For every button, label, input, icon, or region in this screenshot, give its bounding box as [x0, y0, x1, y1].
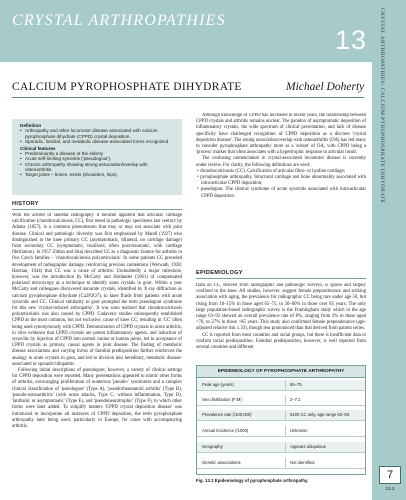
history-paragraph: With the advent of skeletal radiography it became apparent that articular cartilage calcification (chondrocalcinosis; CC), first noted in pathologic specimens last century by Adams (1857), is a common phenomenon that may or may not associate with joint disease. Clinical and pathologic diversity was first emphasized by Mandl (1927) who distinguished in the knee primary CC (asymptomatic, bilateral, no cartilage damage) from secondary CC (symptomatic, localized, often post-traumatic, with cartilage fibrillation). In 1957 Zitňan and Sitaj described CC as a diagnostic feature for arthritis in five Czech families – 'chondrocalcinosis polyarticularis'. In some patients CC preceded development of radiographic damage, reinforcing previous contentions (Werwath, 1928; Harman, 1944) that CC was a cause of arthritis. Undoubtedly a major milestone, however, was the introduction by McCarty and Hollander (1961) of compensated polarized microscopy as a technique to identify urate crystals in gout. Within a year McCarty and colleagues discovered nonurate crystals, identified by X-ray diffraction as calcium pyrophosphate dihydrate (Ca2P2O7), in knee fluids from patients with acute synovitis and CC. Clinical similarity to gout prompted the term pseudogout syndrome for this new 'crystal-induced arthropathy'. It was soon realized that chondrocalcinosis polyarticularis was also caused by CPPD. Cadaveric studies subsequently established CPPD as the most common, but not exclusive, cause of knee CC, resulting in 'CC' often being used synonymously with CPPD. Demonstration of CPPD crystals in acute arthritis, in vitro evidence that CPPD crystals are potent inflammatory agents, and induction of synovitis by injection of CPPD into normal canine or human joints, led to acceptance of CPPD crystals as primary, causal agents in joint disease. The finding of metabolic disease associations and varying forms of familial predisposition further reinforced the analogy to urate crystals in gout, and led to division into hereditary, metabolic disease-associated or sporadic/idiopathic.	[12, 213, 182, 367]
table-row	[197, 395, 365, 406]
definition-list-item: • chondrocalcinosis (CC). Calcification of articular fibro- or hyaline cartilage;	[196, 169, 366, 175]
definition-list	[196, 169, 366, 200]
epidemiology-heading: EPIDEMIOLOGY	[196, 270, 243, 276]
history-paragraph: Although knowledge of CPPD has increased in recent years, the relationship between CPPD crystals and arthritis remains unclear. The paradox of asymptomatic deposition of inflammatory crystals, the wide spectrum of clinical presentation, and lack of disease specificity have challenged recognition of CPPD deposition as a discrete 'crystal deposition disease'. The strong association/overlap with osteoarthritis (OA) has led many to consider pyrophosphate arthropathy more as a 'subset' of OA, with CPPD being a 'process' marker that often associates with a hypertrophic response to articular insult.	[196, 113, 366, 156]
clinical-item: • Target joints – knees, wrists (shoulders, hips).	[20, 172, 176, 177]
history-column-right	[196, 113, 366, 268]
table-divider	[285, 395, 286, 405]
section-tab-sub: 13.1	[385, 486, 395, 491]
table-row-value: 65–75	[290, 382, 302, 387]
definition-block	[20, 123, 176, 144]
table-row-value: Not identified	[290, 460, 315, 465]
definition-list-item: • pyrophosphate arthropathy. Structural cartilage and bone abnormality associated with intra-articular CPPD deposition;	[196, 175, 366, 187]
epidemiology-table	[196, 365, 366, 475]
table-row	[197, 458, 365, 469]
history-paragraph: The confusing nomenclature in crystal-associated locomotor disease is currently under review. For clarity, the following definitions are used:	[196, 156, 366, 168]
table-row-value: Appears ubiquitous	[290, 444, 326, 449]
history-paragraph: Following initial descriptions of pseudogout, however, a variety of clinical settings for CPPD deposition were reported. Many presentations appeared to mimic other forms of arthritis, encouraging proliferation of numerous 'pseudo-' syndromes and a complex clinical classification of 'pseudogout' (Type A), 'pseudorheumatoid arthritis' (Type B), 'pseudo-osteoarthritis' (with acute attacks, Type C; without inflammation, Type D), 'lanthanic or asymptomatic' (Type E), and 'pseudoneurotrophic' (Type F), to which other forms were later added. To simplify matters 'CPPD crystal deposition disease' was introduced to incorporate all instances of CPPD deposition, the term pyrophosphate arthropathy later being used, particularly in Europe, for cases with accompanying arthritis.	[12, 368, 182, 429]
table-row-label: Sex distribution (F:M)	[202, 397, 242, 402]
epidemiology-rule	[196, 278, 366, 279]
side-running-title: CRYSTAL ARTHROPATHIES: CALCIUM PYROPHOSPHATE DIHYDRATE	[379, 8, 385, 204]
table-title: EPIDEMIOLOGY OF PYROPHOSPHATE ARTHROPATHY	[197, 366, 365, 378]
table-row-label: Annual incidence (/1000)	[202, 428, 249, 433]
definition-heading: Definition	[20, 123, 42, 128]
definition-list-item: • pseudogout. The clinical syndrome of acute synovitis associated with intra-articular CPPD deposition.	[196, 187, 366, 199]
chapter-number: 13	[335, 25, 368, 55]
definition-item: • Sporadic, familial, and metabolic disease-associated forms recognized.	[20, 139, 176, 144]
table-divider	[285, 458, 286, 468]
table-row	[197, 426, 365, 437]
clinical-block	[20, 146, 176, 178]
table-row-label: Prevalence rate (/100,000)	[202, 412, 252, 417]
table-divider	[285, 380, 286, 390]
clinical-item: • Predominantly a disease of the elderly.	[20, 151, 176, 156]
history-heading: HISTORY	[12, 201, 39, 207]
table-row-value: 6100 CC only, age range 63–93	[290, 412, 350, 417]
section-tab: 7	[379, 466, 401, 484]
figure-caption: Fig. 13.1 Epidemiology of pyrophosphate arthropathy.	[196, 478, 309, 483]
table-row-value: 2–7:1	[290, 397, 301, 402]
epidemiology-paragraph: CC is reported from most countries and racial groups, but there is insufficient data to confirm racial predisposition. Familial predisposition, however, is well reported from several countries and different	[196, 332, 366, 351]
article-title: CALCIUM PYROPHOSPHATE DIHYDRATE	[12, 81, 242, 93]
table-row-label: Peak age (years)	[202, 382, 234, 387]
history-rule	[12, 209, 182, 210]
chapter-header-band	[0, 0, 372, 62]
table-divider	[285, 442, 286, 452]
clinical-item: • Chronic arthropathy showing strong association/overlap with osteoarthritis.	[20, 162, 176, 173]
definition-item: • Arthropathy and other locomotor disease associated with calcium pyrophosphate dihydrate (CPPD) crystal deposition.	[20, 128, 176, 139]
epidemiology-column	[196, 283, 366, 361]
article-author: Michael Doherty	[286, 81, 365, 93]
side-running-strip	[372, 0, 406, 500]
table-row-label: Genetic associations	[202, 460, 241, 465]
table-divider	[285, 426, 286, 436]
table-row	[197, 442, 365, 453]
table-row	[197, 410, 365, 421]
chapter-title: CRYSTAL ARTHROPATHIES	[12, 12, 226, 29]
clinical-heading: Clinical features	[20, 145, 56, 151]
history-column-left	[12, 213, 182, 496]
table-row	[197, 380, 365, 391]
table-row-value: Unknown	[290, 428, 308, 433]
summary-box	[12, 119, 182, 195]
clinical-item: • Acute self-limiting synovitis ('pseudogout').	[20, 156, 176, 161]
epidemiology-paragraph: Data on CC, derived from radiographic and pathologic surveys, is sparse and largely confined to the knee. All studies, however, suggest female preponderance and striking association with aging, the prevalence for radiographic CC being rare under age 50, but rising from 10–15% in those aged 65–75, to 30–60% in those over 85 years. The only large population-based radiographic survey is the Framingham study which in the age range 63–93 showed an overall prevalence rate of 8%, ranging from 3% in those aged <70, to 27% in those >85 years. This study also confirmed female preponderance (age-adjusted relative risk 1.33), though less pronounced than that derived from patient series.	[196, 283, 366, 332]
table-row-label: Geography	[202, 444, 223, 449]
title-rule	[12, 97, 364, 98]
table-divider	[285, 410, 286, 420]
